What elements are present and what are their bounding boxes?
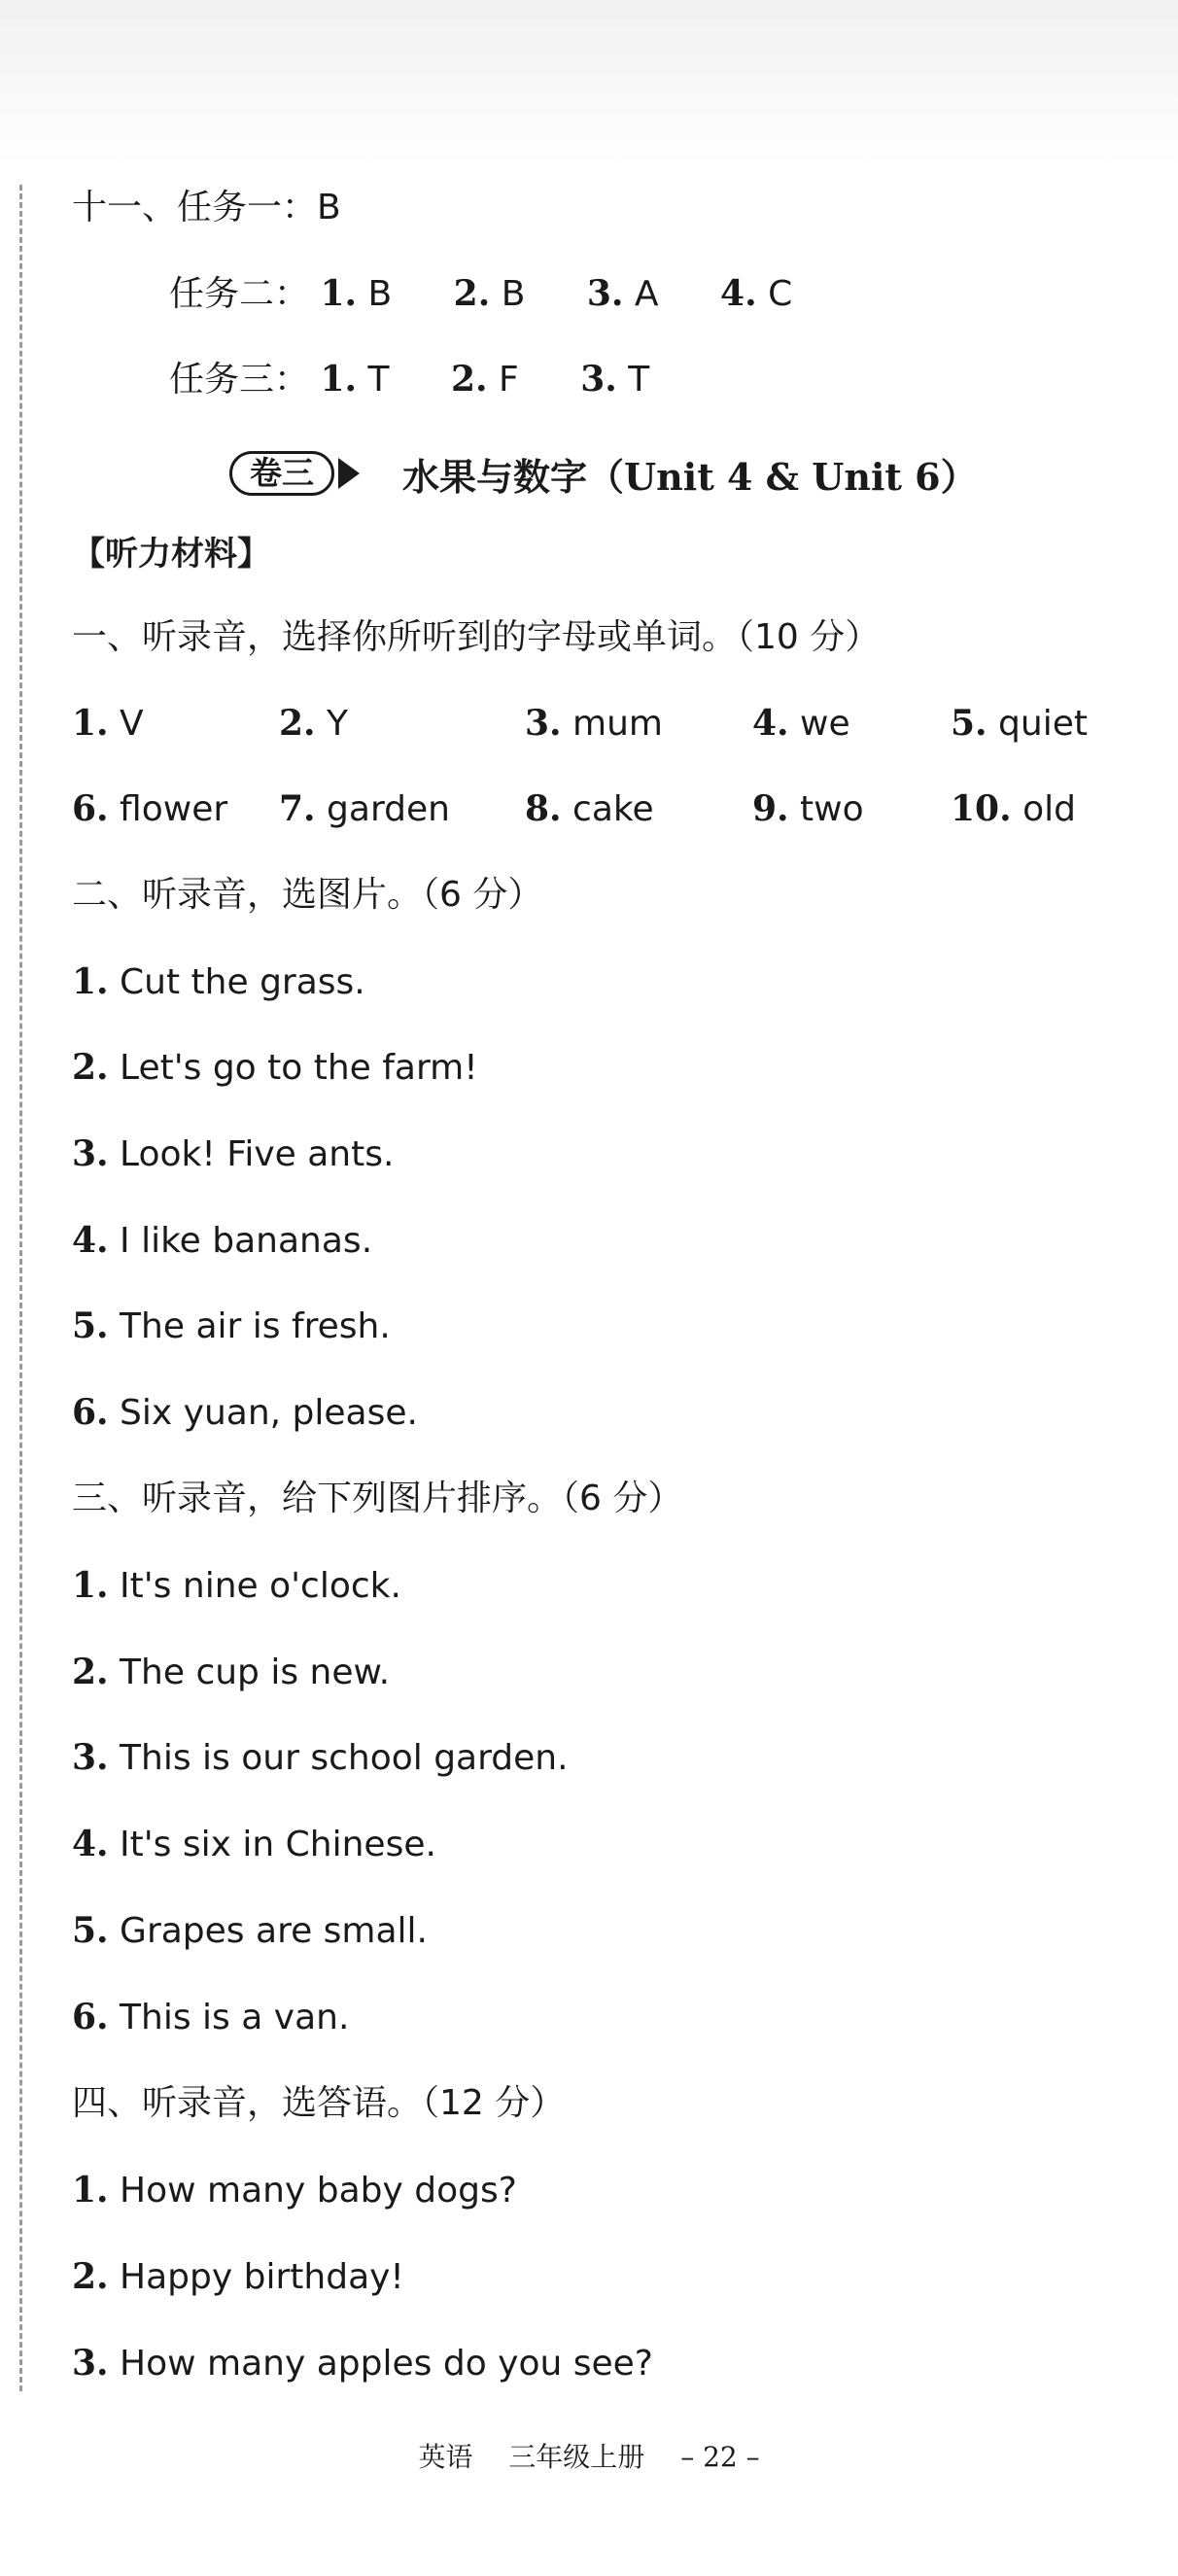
section-title: 水果与数字（Unit 4 & Unit 6） <box>402 454 978 499</box>
part2-title: 二、听录音，选图片。（6 分） <box>72 875 543 915</box>
answer-task3: 任务三： 1. T 2. F 3. T <box>169 359 650 400</box>
part2-item: 2. Let's go to the farm! <box>72 1047 478 1088</box>
section-badge: 卷三 <box>229 451 334 496</box>
part2-item: 3. Look! Five ants. <box>72 1133 395 1174</box>
part3-title: 三、听录音，给下列图片排序。（6 分） <box>72 1479 683 1518</box>
part2-item: 1. Cut the grass. <box>72 961 365 1002</box>
part4-item: 1. How many baby dogs? <box>72 2170 517 2210</box>
footer-subject: 英语 <box>418 2441 473 2473</box>
binding-margin-line <box>19 185 22 2391</box>
part4-item: 3. How many apples do you see? <box>72 2343 653 2384</box>
part3-item: 3. This is our school garden. <box>72 1737 569 1778</box>
part3-item: 1. It's nine o'clock. <box>72 1565 401 1606</box>
answer-q11-task1: 十一、任务一：B <box>72 188 341 227</box>
arrow-right-icon <box>338 458 360 489</box>
part3-item: 4. It's six in Chinese. <box>72 1824 436 1864</box>
part4-item: 2. Happy birthday! <box>72 2256 404 2297</box>
page-number: – 22 – <box>680 2441 760 2473</box>
part1-row-1: 1. V 2. Y 3. mum 4. we 5. quiet <box>72 703 1088 744</box>
footer-grade: 三年级上册 <box>508 2441 645 2473</box>
part1-row-2: 6. flower 7. garden 8. cake 9. two 10. old <box>72 788 1076 829</box>
page-footer <box>0 2436 1178 2475</box>
part2-item: 6. Six yuan, please. <box>72 1392 418 1433</box>
page-top-shade <box>0 0 1178 165</box>
part4-title: 四、听录音，选答语。（12 分） <box>72 2083 566 2123</box>
part3-item: 5. Grapes are small. <box>72 1910 428 1951</box>
part3-item: 6. This is a van. <box>72 1997 350 2037</box>
part1-title: 一、听录音，选择你所听到的字母或单词。（10 分） <box>72 617 881 657</box>
section-header <box>229 449 978 498</box>
part2-item: 5. The air is fresh. <box>72 1305 391 1346</box>
listening-heading: 【听力材料】 <box>72 535 270 574</box>
answer-task2: 任务二： 1. B 2. B 3. A 4. C <box>169 273 793 314</box>
part2-item: 4. I like bananas. <box>72 1220 373 1261</box>
part3-item: 2. The cup is new. <box>72 1652 391 1692</box>
